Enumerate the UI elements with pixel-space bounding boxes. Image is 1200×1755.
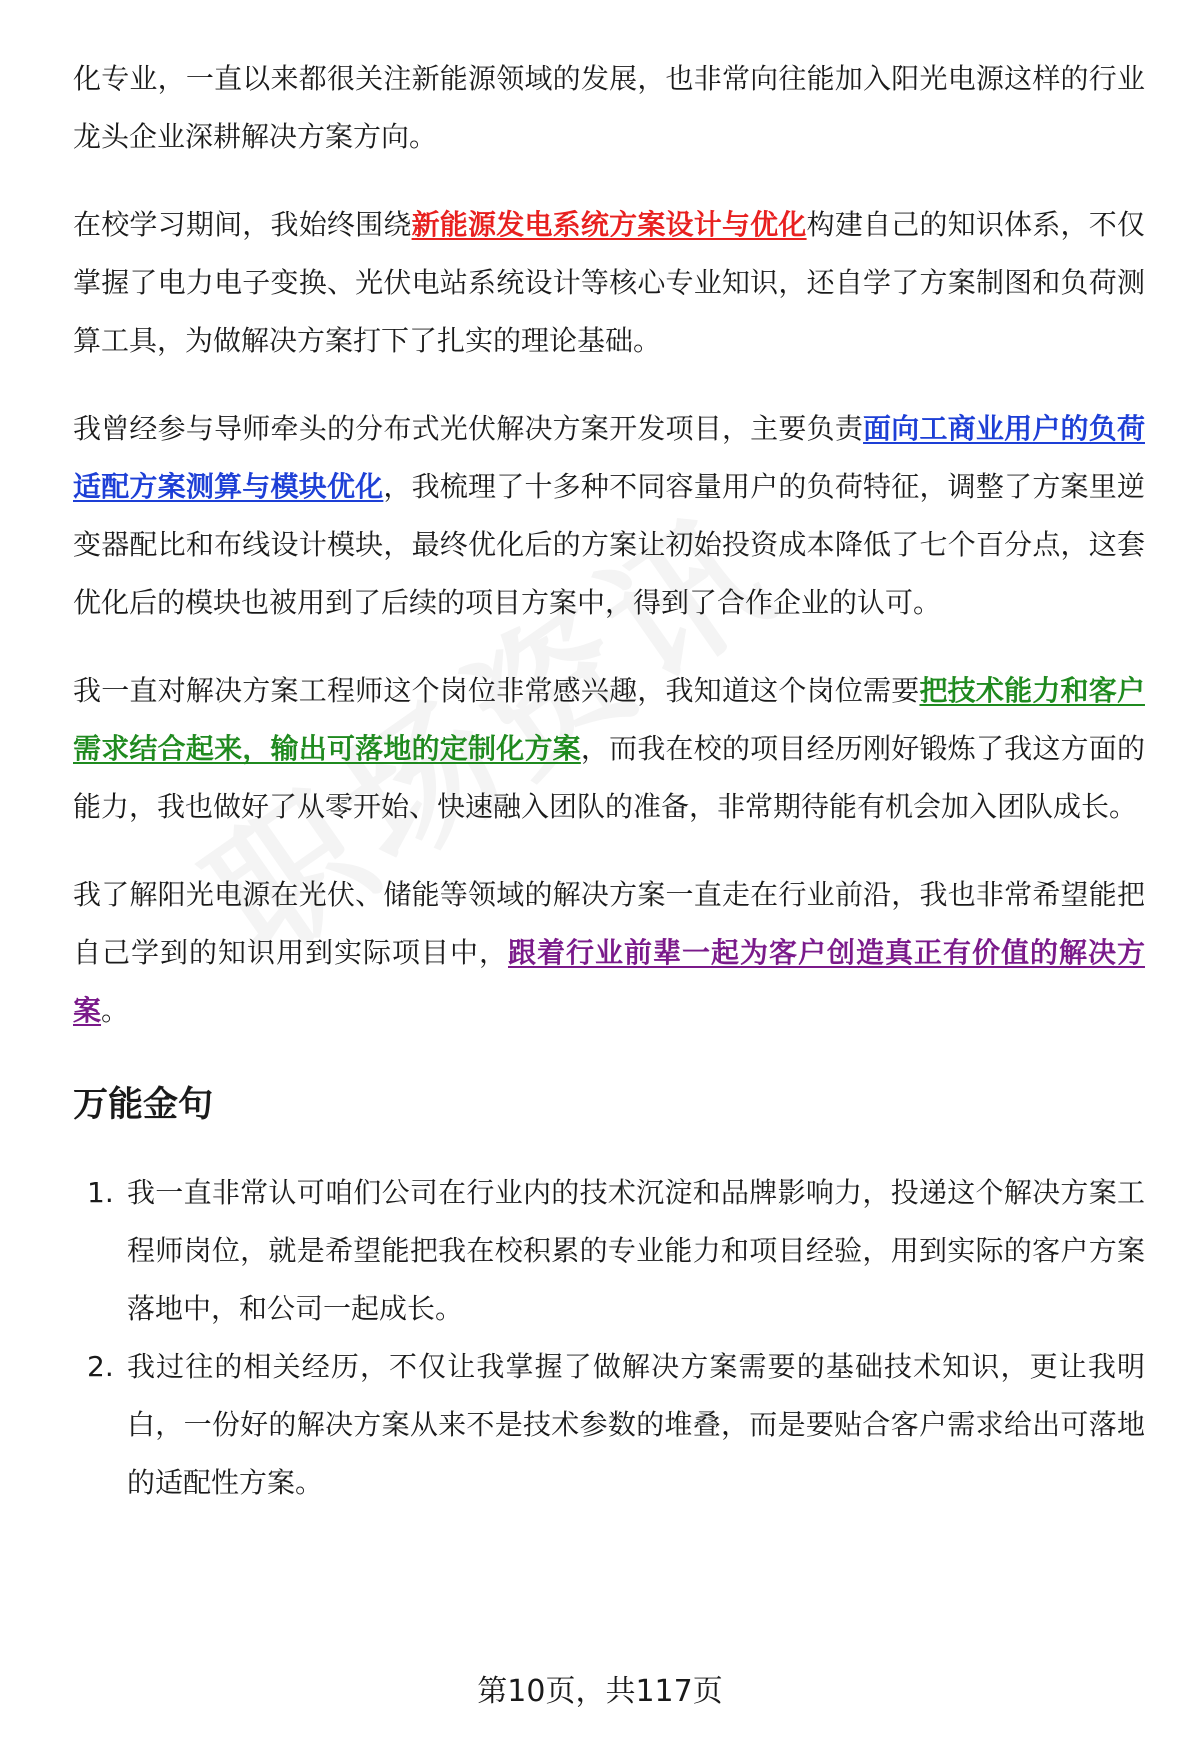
golden-sentences-list	[73, 1164, 1145, 1512]
paragraph-intro	[73, 50, 1145, 166]
paragraph-text: 。	[101, 994, 130, 1027]
paragraph-text: 我了解阳光电源在光伏、储能等领域的解决方案一直走在行业前沿，我也非常希望能把自己学到的知识用到实际项目中，	[73, 878, 1145, 969]
paragraph-text: ，而我在校的项目经历刚好锻炼了我这方面的能力，我也做好了从零开始、快速融入团队的准备，非常期待能有机会加入团队成长。	[73, 732, 1145, 823]
highlight-red: 新能源发电系统方案设计与优化	[411, 208, 807, 241]
highlight-blue: 面向工商业用户的负荷适配方案测算与模块优化	[73, 412, 1145, 503]
paragraph-text: 我曾经参与导师牵头的分布式光伏解决方案开发项目，主要负责	[73, 412, 864, 445]
paragraph-text: 我一直对解决方案工程师这个岗位非常感兴趣，我知道这个岗位需要	[73, 674, 920, 707]
highlight-green: 把技术能力和客户需求结合起来，输出可落地的定制化方案	[73, 674, 1145, 765]
list-item	[73, 1338, 1145, 1512]
highlight-purple: 跟着行业前辈一起为客户创造真正有价值的解决方案	[73, 936, 1145, 1027]
paragraph-interest	[73, 662, 1145, 836]
list-item-text: 我过往的相关经历，不仅让我掌握了做解决方案需要的基础技术知识，更让我明白，一份好的解决方案从来不是技术参数的堆叠，而是要贴合客户需求给出可落地的适配性方案。	[127, 1350, 1145, 1499]
paragraph-text: 化专业，一直以来都很关注新能源领域的发展，也非常向往能加入阳光电源这样的行业龙头企业深耕解决方案方向。	[73, 62, 1145, 153]
paragraph-text: 在校学习期间，我始终围绕	[73, 208, 412, 241]
paragraph-project	[73, 400, 1145, 632]
list-item	[73, 1164, 1145, 1338]
paragraph-company	[73, 866, 1145, 1040]
paragraph-text: 构建自己的知识体系，不仅掌握了电力电子变换、光伏电站系统设计等核心专业知识，还自学了方案制图和负荷测算工具，为做解决方案打下了扎实的理论基础。	[73, 208, 1145, 357]
list-item-text: 我一直非常认可咱们公司在行业内的技术沉淀和品牌影响力，投递这个解决方案工程师岗位，就是希望能把我在校积累的专业能力和项目经验，用到实际的客户方案落地中，和公司一起成长。	[127, 1176, 1145, 1325]
section-title: 万能金句	[73, 1085, 214, 1125]
paragraph-study	[73, 196, 1145, 370]
page-footer: 第10页，共117页	[477, 1674, 723, 1709]
document-body	[73, 50, 1145, 1512]
paragraph-text: ，我梳理了十多种不同容量用户的负荷特征，调整了方案里逆变器配比和布线设计模块，最终优化后的方案让初始投资成本降低了七个百分点，这套优化后的模块也被用到了后续的项目方案中，得到了合作企业的认可。	[73, 470, 1145, 619]
list-number: 1.	[87, 1176, 114, 1209]
list-number: 2.	[87, 1350, 114, 1383]
